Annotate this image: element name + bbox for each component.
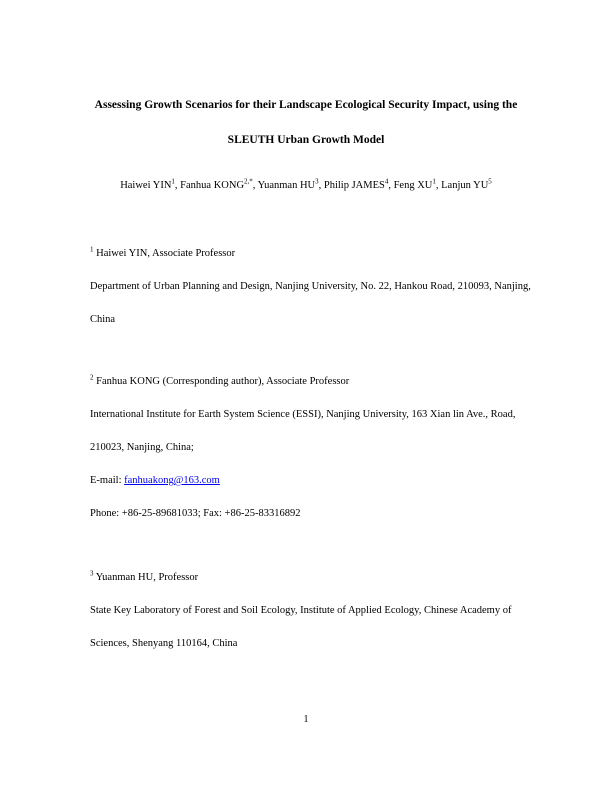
- email-link[interactable]: fanhuakong@163.com: [124, 475, 220, 486]
- affiliation-1-heading: [90, 245, 236, 259]
- affiliation-3-heading: [90, 569, 199, 583]
- email-label: E-mail:: [90, 475, 125, 486]
- affiliation-2-name: Fanhua KONG (Corresponding author), Associate Professor: [96, 376, 350, 387]
- affiliation-2-address-2: 210023, Nanjing, China;: [90, 442, 194, 453]
- author-affil-mark: 2,*: [244, 177, 253, 186]
- title-line-1: Assessing Growth Scenarios for their Landscape Ecological Security Impact, using the: [94, 99, 518, 111]
- author-affil-mark: 5: [488, 177, 492, 186]
- author-name: Philip JAMES: [323, 180, 385, 191]
- affiliation-3-address-1: State Key Laboratory of Forest and Soil Ecology, Institute of Applied Ecology, Chinese Academy of: [90, 605, 512, 616]
- affiliation-2-address-1: International Institute for Earth System Science (ESSI), Nanjing University, 163 Xian lin Ave., Road,: [90, 409, 516, 420]
- affiliation-mark: 1: [90, 245, 94, 254]
- title-line-2: SLEUTH Urban Growth Model: [227, 134, 385, 146]
- author-list: Haiwei YIN$^1$, Fanhua $KONG^{2,*}$, Yuanman $HU^3$, Philip JAMES$^4$, Feng $XU^1$, Lanjun $YU^5$: [120, 177, 492, 191]
- author-name: Lanjun YU: [441, 180, 489, 191]
- affiliation-3-name: Yuanman HU, Professor: [95, 572, 199, 583]
- page-number: 1: [303, 714, 309, 725]
- author-affil-mark: 1: [171, 177, 175, 186]
- author-name: Haiwei YIN: [120, 180, 172, 191]
- affiliation-3-address-2: Sciences, Shenyang 110164, China: [90, 638, 238, 649]
- affiliation-2-email: [90, 475, 220, 486]
- affiliation-mark: 3: [90, 569, 94, 578]
- author-affil-mark: 3: [315, 177, 319, 186]
- affiliation-1-address-2: China: [90, 314, 116, 325]
- affiliation-2-heading: [90, 373, 350, 387]
- affiliation-1-address-1: Department of Urban Planning and Design, Nanjing University, No. 22, Hankou Road, 210093, Nanjing,: [90, 281, 531, 292]
- author-affil-mark: 1: [432, 177, 436, 186]
- author-affil-mark: 4: [384, 177, 389, 186]
- author-name: Yuanman HU: [257, 180, 316, 191]
- affiliation-2-phone: Phone: +86-25-89681033; Fax: +86-25-83316892: [90, 508, 301, 519]
- author-name: Fanhua KONG: [180, 180, 245, 191]
- author-name: Feng XU: [393, 180, 433, 191]
- affiliation-1-name: Haiwei YIN, Associate Professor: [96, 248, 236, 259]
- affiliation-mark: 2: [90, 373, 94, 382]
